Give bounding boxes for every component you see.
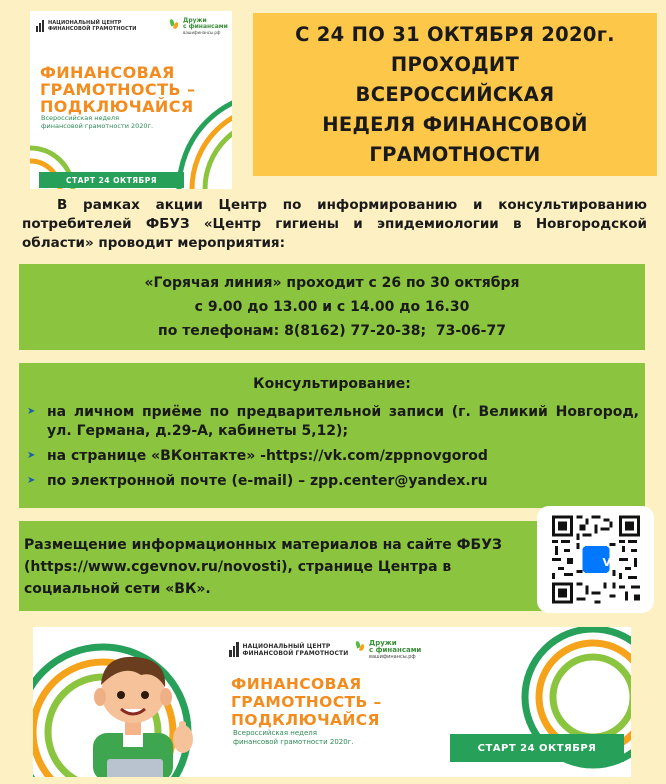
- ncfg-logo-icon: [229, 642, 239, 657]
- consultation-item-text: на личном приёме по предварительной записи (г. Великий Новгород, ул. Германа, д.29-А, кабинеты 5,12);: [47, 404, 639, 439]
- banner-title-line: ПОДКЛЮЧАЙСЯ: [231, 711, 380, 729]
- banner-title-line: ФИНАНСОВАЯ: [231, 675, 362, 693]
- druzhi-logo: [170, 18, 228, 35]
- ncfg-logo: [229, 642, 348, 657]
- top-promo-banner: [30, 11, 232, 189]
- consultation-item-link[interactable]: на странице «ВКонтакте» -https://vk.com/zppnovgorod: [47, 448, 488, 464]
- start-date-badge: СТАРТ 24 ОКТЯБРЯ: [450, 734, 624, 762]
- banner-title-line: ФИНАНСОВАЯ: [40, 63, 175, 82]
- banner-subtitle-line: финансовой грамотности 2020г.: [233, 738, 354, 746]
- druzhi-title-line: Дружи: [183, 17, 207, 24]
- druzhi-site: вашифинансы.рф: [183, 30, 221, 35]
- ncfg-logo-line: ФИНАНСОВОЙ ГРАМОТНОСТИ: [48, 26, 137, 32]
- list-item: [21, 472, 639, 491]
- cartoon-child-illustration: [63, 641, 203, 777]
- banner-subtitle-line: Всероссийская неделя: [41, 114, 119, 122]
- banner-title: [40, 64, 195, 115]
- ncfg-logo-line: ФИНАНСОВОЙ ГРАМОТНОСТИ: [242, 649, 349, 657]
- intro-paragraph: В рамках акции Центр по информированию и консультированию потребителей ФБУЗ «Центр гигиены и эпидемиологии в Новгородской области» проводит мероприятия:: [22, 197, 647, 251]
- druzhi-logo: [356, 640, 421, 660]
- start-date-badge: СТАРТ 24 ОКТЯБРЯ: [39, 172, 184, 188]
- list-item: [21, 447, 639, 466]
- bottom-promo-banner: [33, 627, 631, 777]
- ncfg-logo: [36, 20, 137, 32]
- headline-line: ПРОХОДИТ: [390, 52, 520, 76]
- placement-text[interactable]: Размещение информационных материалов на сайте ФБУЗ (https://www.cgevnov.ru/novosti), странице Центра в социальной сети «ВК».: [24, 537, 502, 597]
- banner-title-line: ПОДКЛЮЧАЙСЯ: [40, 97, 194, 116]
- arrow-bullet-icon: ➤: [27, 450, 36, 461]
- consultation-title: Консультирование:: [253, 376, 411, 392]
- druzhi-site: вашифинансы.рф: [369, 654, 416, 660]
- arrow-bullet-icon: ➤: [27, 406, 36, 417]
- druzhi-title-line: с финансами: [369, 646, 422, 654]
- consultation-box: [19, 363, 645, 508]
- banner-title: [231, 675, 382, 729]
- hotline-line: «Горячая линия» проходит с 26 по 30 октября: [144, 275, 520, 291]
- druzhi-leaf-icon: [356, 640, 366, 652]
- headline-line: ВСЕРОССИЙСКАЯ: [355, 82, 555, 106]
- arrow-bullet-icon: ➤: [27, 475, 36, 486]
- headline-line: НЕДЕЛЯ ФИНАНСОВОЙ: [322, 112, 588, 136]
- hotline-line: с 9.00 до 13.00 и с 14.00 до 16.30: [194, 299, 470, 315]
- druzhi-title-line: с финансами: [183, 23, 228, 30]
- consultation-list: [21, 403, 639, 497]
- hotline-box: [19, 264, 645, 350]
- ncfg-logo-line: НАЦИОНАЛЬНЫЙ ЦЕНТР: [48, 20, 122, 26]
- headline-box: [253, 13, 657, 176]
- qr-code-icon: [552, 513, 640, 606]
- ncfg-logo-icon: [36, 20, 44, 32]
- consultation-item-email[interactable]: по электронной почте (e-mail) – zpp.center@yandex.ru: [47, 473, 488, 489]
- headline-line: ГРАМОТНОСТИ: [369, 142, 541, 166]
- hotline-line: по телефонам: 8(8162) 77-20-38; 73-06-77: [158, 323, 506, 339]
- banner-subtitle-line: финансовой грамотности 2020г.: [41, 122, 154, 130]
- placement-box: [19, 521, 546, 611]
- banner-title-line: ГРАМОТНОСТЬ –: [231, 693, 382, 711]
- banner-title-line: ГРАМОТНОСТЬ –: [40, 80, 196, 99]
- vk-logo-label: VK: [602, 556, 620, 569]
- banner-subtitle: [233, 729, 354, 747]
- banner-subtitle-line: Всероссийская неделя: [233, 729, 317, 737]
- list-item: [21, 403, 639, 441]
- banner-subtitle: [41, 114, 153, 130]
- druzhi-leaf-icon: [170, 18, 180, 30]
- qr-code[interactable]: [537, 506, 654, 613]
- ncfg-logo-line: НАЦИОНАЛЬНЫЙ ЦЕНТР: [242, 642, 331, 650]
- headline-line: С 24 ПО 31 ОКТЯБРЯ 2020г.: [295, 22, 615, 46]
- druzhi-title-line: Дружи: [369, 639, 397, 647]
